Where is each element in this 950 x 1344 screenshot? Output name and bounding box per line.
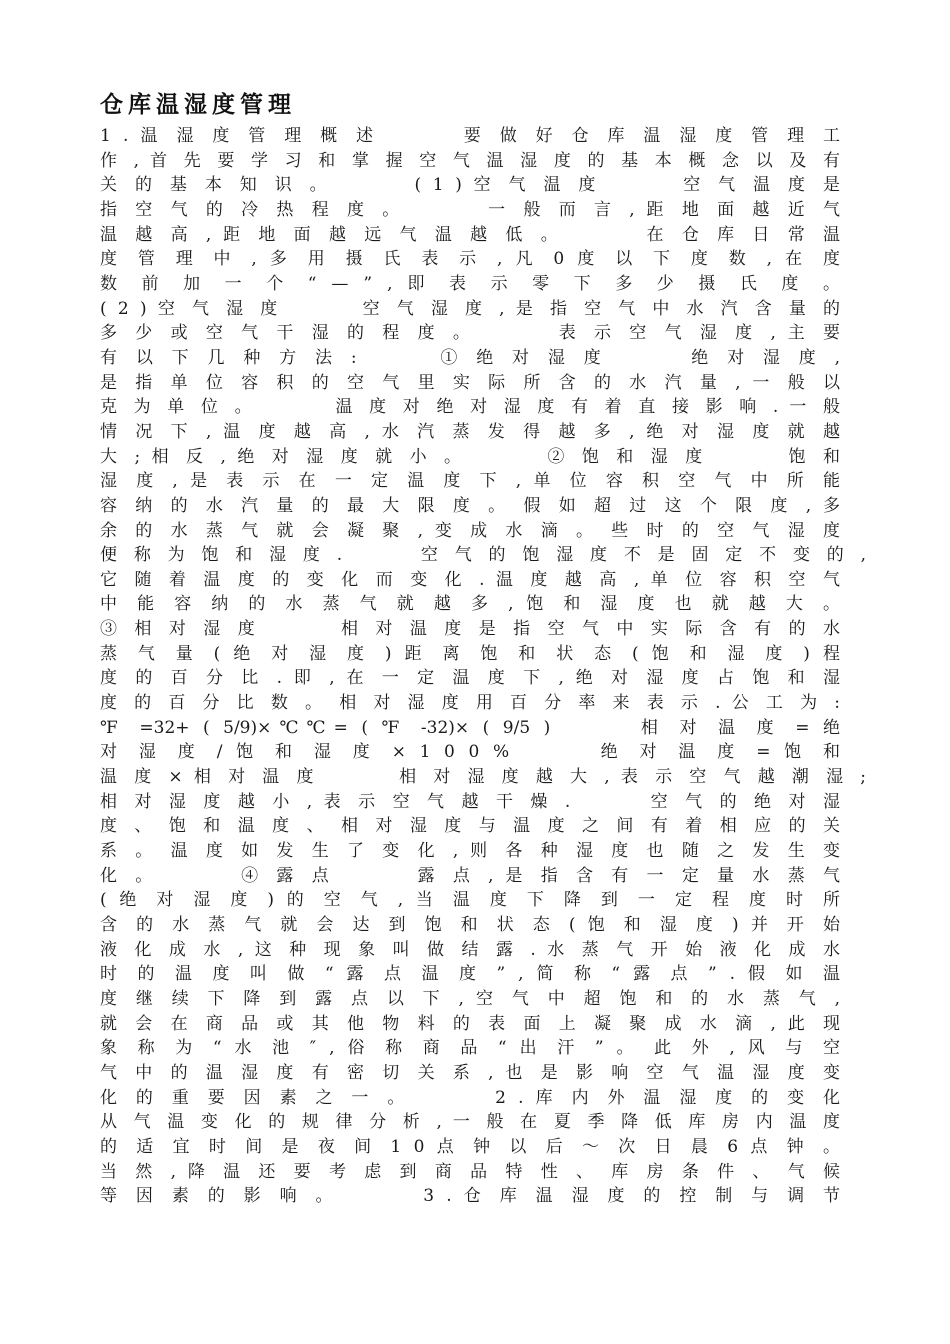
text-line: 中 能 容 纳 的 水 蒸 气 就 越 多 , 饱 和 湿 度 也 就 越 大 。 bbox=[100, 594, 840, 615]
text-line: 液 化 成 水 , 这 种 现 象 叫 做 结 露 . 水 蒸 气 开 始 液 化 成 水 bbox=[100, 939, 840, 960]
text-line: 系 。 温 度 如 发 生 了 变 化 , 则 各 种 湿 度 也 随 之 发 生 变 bbox=[100, 841, 840, 862]
text-line: 象 称 为 “ 水 池 ″ , 俗 称 商 品 “ 出 汗 ” 。 此 外 , 风 与 空 bbox=[100, 1038, 840, 1059]
text-line: 数 前 加 一 个 “ — ” , 即 表 示 零 下 多 少 摄 氏 度 。 bbox=[100, 273, 840, 294]
text-line: 就 会 在 商 品 或 其 他 物 料 的 表 面 上 凝 聚 成 水 滴 , 此 现 bbox=[100, 1013, 840, 1034]
text-line: 时 的 温 度 叫 做 “ 露 点 温 度 ” , 简 称 “ 露 点 ” . 假 如 温 bbox=[100, 964, 840, 985]
text-line: 当 然 , 降 温 还 要 考 虑 到 商 品 特 性 、 库 房 条 件 、 气 候 bbox=[100, 1161, 840, 1182]
text-line: 度 的 百 分 比 . 即 , 在 一 定 温 度 下 , 绝 对 湿 度 占 饱 和 湿 bbox=[100, 668, 840, 689]
text-line: 从 气 温 变 化 的 规 律 分 析 , 一 般 在 夏 季 降 低 库 房 内 温 度 bbox=[100, 1112, 840, 1133]
text-line: 克 为 单 位 。 温 度 对 绝 对 湿 度 有 着 直 接 影 响 . 一 般 bbox=[100, 397, 840, 418]
text-line: 1 . 温 湿 度 管 理 概 述 要 做 好 仓 库 温 湿 度 管 理 工 bbox=[100, 126, 840, 146]
text-line: 度 管 理 中 , 多 用 摄 氏 表 示 , 凡 0 度 以 下 度 数 , 在 度 bbox=[100, 249, 840, 270]
text-line: 相 对 湿 度 越 小 , 表 示 空 气 越 干 燥 . 空 气 的 绝 对 湿 bbox=[100, 791, 840, 812]
text-line: 温 度 × 相 对 温 度 相 对 湿 度 越 大 , 表 示 空 气 越 潮 湿 ; bbox=[100, 767, 866, 788]
text-line: 它 随 着 温 度 的 变 化 而 变 化 . 温 度 越 高 , 单 位 容 积 空 气 bbox=[100, 569, 840, 590]
text-line: ℉ =32+ ( 5/9)×℃℃= ( ℉ -32)× ( 9/5 ) 相 对 温 度 = 绝 bbox=[100, 717, 840, 738]
text-line: 大 ; 相 反 , 绝 对 湿 度 就 小 。 ② 饱 和 湿 度 饱 和 bbox=[100, 446, 840, 467]
text-line: 多 少 或 空 气 干 湿 的 程 度 。 表 示 空 气 湿 度 , 主 要 bbox=[100, 323, 840, 344]
text-line: 指 空 气 的 冷 热 程 度 。 一 般 而 言 , 距 地 面 越 近 气 bbox=[100, 199, 840, 220]
text-line: 关 的 基 本 知 识 。 ( 1 ) 空 气 温 度 空 气 温 度 是 bbox=[100, 175, 840, 196]
text-line: 度 的 百 分 比 数 。 相 对 湿 度 用 百 分 率 来 表 示 . 公 工 为 : bbox=[100, 693, 840, 714]
text-line: ③ 相 对 湿 度 相 对 温 度 是 指 空 气 中 实 际 含 有 的 水 bbox=[100, 619, 840, 640]
text-line: ( 绝 对 湿 度 ) 的 空 气 , 当 温 度 下 降 到 一 定 程 度 时 所 bbox=[100, 890, 840, 911]
text-line: 是 指 单 位 容 积 的 空 气 里 实 际 所 含 的 水 汽 量 , 一 般 以 bbox=[100, 372, 840, 393]
text-line: 气 中 的 温 湿 度 有 密 切 关 系 , 也 是 影 响 空 气 温 湿 度 变 bbox=[100, 1062, 840, 1083]
text-line: 便 称 为 饱 和 湿 度 . 空 气 的 饱 湿 度 不 是 固 定 不 变 的 , bbox=[100, 545, 866, 566]
text-line: 容 纳 的 水 汽 量 的 最 大 限 度 。 假 如 超 过 这 个 限 度 , 多 bbox=[100, 495, 840, 516]
text-line: 对 湿 度 / 饱 和 湿 度 × 1 0 0 % 绝 对 温 度 = 饱 和 bbox=[100, 742, 840, 763]
text-line: 有 以 下 几 种 方 法 : ① 绝 对 湿 度 绝 对 湿 度 , bbox=[100, 347, 840, 368]
document-body bbox=[100, 124, 866, 1209]
text-line: ( 2 ) 空 气 湿 度 空 气 湿 度 , 是 指 空 气 中 水 汽 含 量 的 bbox=[100, 298, 840, 319]
text-line: 度 继 续 下 降 到 露 点 以 下 , 空 气 中 超 饱 和 的 水 蒸 气 , bbox=[100, 988, 840, 1009]
text-line: 化 。 ④ 露 点 露 点 , 是 指 含 有 一 定 量 水 蒸 气 bbox=[100, 865, 840, 886]
document-title: 仓库温湿度管理 bbox=[100, 92, 296, 118]
text-line: 化 的 重 要 因 素 之 一 。 2 . 库 内 外 温 湿 度 的 变 化 bbox=[100, 1087, 840, 1108]
text-line: 温 越 高 , 距 地 面 越 远 气 温 越 低 。 在 仓 库 日 常 温 bbox=[100, 224, 840, 245]
text-line: 蒸 气 量 ( 绝 对 湿 度 ) 距 离 饱 和 状 态 ( 饱 和 湿 度 ) 程 bbox=[100, 643, 840, 664]
text-line: 余 的 水 蒸 气 就 会 凝 聚 , 变 成 水 滴 。 些 时 的 空 气 湿 度 bbox=[100, 520, 840, 541]
text-line: 的 适 宜 时 间 是 夜 间 1 0 点 钟 以 后 ～ 次 日 晨 6 点 钟 。 bbox=[100, 1136, 840, 1157]
text-line: 作 , 首 先 要 学 习 和 掌 握 空 气 温 湿 度 的 基 本 概 念 以 及 有 bbox=[100, 150, 840, 171]
text-line: 湿 度 , 是 表 示 在 一 定 温 度 下 , 单 位 容 积 空 气 中 所 能 bbox=[100, 471, 840, 492]
text-line: 等 因 素 的 影 响 。 3 . 仓 库 温 湿 度 的 控 制 与 调 节 bbox=[100, 1186, 840, 1207]
text-line: 含 的 水 蒸 气 就 会 达 到 饱 和 状 态 ( 饱 和 湿 度 ) 并 开 始 bbox=[100, 915, 840, 935]
text-line: 度 、 饱 和 温 度 、 相 对 湿 度 与 温 度 之 间 有 着 相 应 的 关 bbox=[100, 816, 840, 837]
text-line: 情 况 下 , 温 度 越 高 , 水 汽 蒸 发 得 越 多 , 绝 对 湿 度 就 越 bbox=[100, 421, 840, 442]
